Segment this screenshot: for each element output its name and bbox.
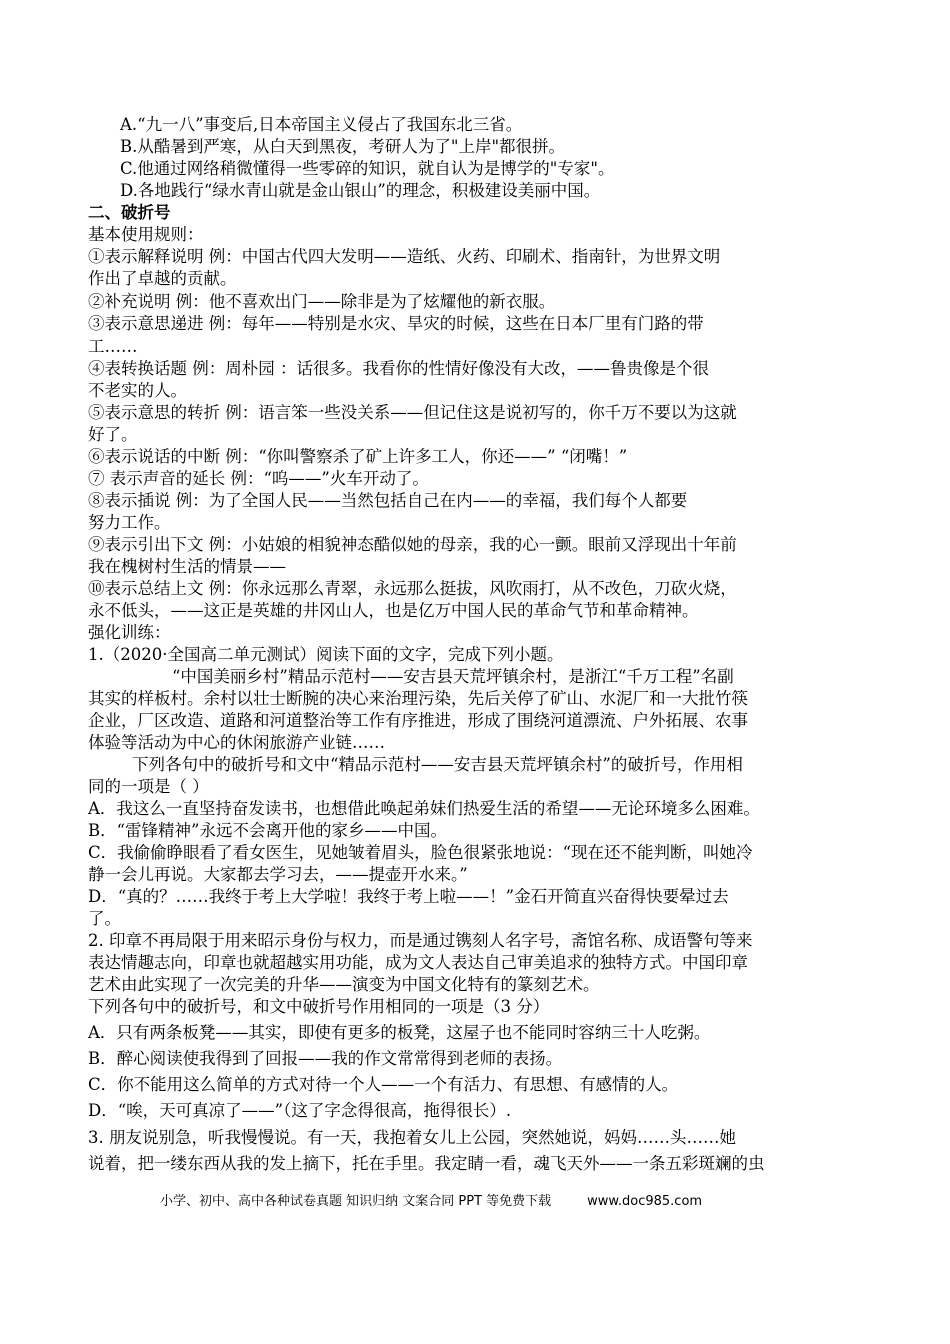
rule-line: 不老实的人。 [88, 381, 187, 400]
rule-line: ⑩表示总结上文 例：你永远那么青翠，永远那么挺拔，风吹雨打，从不改色，刀砍火烧， [88, 579, 737, 598]
q3-passage-line: 3. 朋友说别急，听我慢慢说。有一天，我抱着女儿上公园，突然她说，妈妈……头……她 [88, 1128, 736, 1147]
rule-line: ②补充说明 例：他不喜欢出门——除非是为了炫耀他的新衣服。 [88, 292, 556, 311]
q2-option-c: C．你不能用这么简单的方式对待一个人——一个有活力、有思想、有感情的人。 [88, 1075, 679, 1094]
rule-line: ①表示解释说明 例：中国古代四大发明——造纸、火药、印刷术、指南针，为世界文明 [88, 247, 721, 266]
option-b: B.从酷暑到严寒，从白天到黑夜，考研人为了"上岸"都很拼。 [120, 137, 566, 156]
rule-line: 永不低头，——这正是英雄的井冈山人，也是亿万中国人民的革命气节和革命精神。 [88, 601, 699, 620]
q1-passage-line: 体验等活动为中心的休闲旅游产业链…… [88, 733, 385, 752]
rule-line: ⑥表示说话的中断 例：“你叫警察杀了矿上许多工人，你还——” “闭嘴！” [88, 447, 628, 466]
q1-header: 1.（2020·全国高二单元测试）阅读下面的文字，完成下列小题。 [88, 645, 564, 664]
rules-heading: 基本使用规则： [88, 225, 204, 244]
page-footer [160, 1190, 702, 1209]
footer-url: www.doc985.com [587, 1194, 703, 1209]
rule-line: ④表转换话题 例：周朴园 ：话很多。我看你的性情好像没有大改，——鲁贵像是个很 [88, 359, 709, 378]
q1-option-c-cont: 静一会儿再说。大家都去学习去，——提壶开水来。” [88, 865, 468, 884]
option-d: D.各地践行“绿水青山就是金山银山”的理念，积极建设美丽中国。 [120, 181, 601, 200]
q1-passage-line: 其实的样板村。余村以壮士断腕的决心来治理污染，先后关停了矿山、水泥厂和一大批竹筷 [88, 689, 748, 708]
option-a: A.“九一八”事变后,日本帝国主义侵占了我国东北三省。 [120, 115, 523, 134]
rule-line: 我在槐树村生活的情景—— [88, 557, 286, 576]
q1-option-d: D．“真的？……我终于考上大学啦！我终于考上啦——！”金石开简直兴奋得快要晕过去 [88, 887, 729, 906]
q2-passage-line: 艺术由此实现了一次完美的升华——演变为中国文化特有的篆刻艺术。 [88, 975, 600, 994]
footer-text: 小学、初中、高中各种试卷真题 知识归纳 文案合同 PPT 等免费下载 [160, 1194, 552, 1209]
q1-passage-line: “中国美丽乡村”精品示范村——安吉县天荒坪镇余村，是浙江“千万工程”名副 [172, 667, 734, 686]
q3-passage-line: 说着，把一缕东西从我的发上摘下，托在手里。我定睛一看，魂飞天外——一条五彩斑斓的虫 [88, 1154, 765, 1173]
rule-line: ⑧表示插说 例：为了全国人民——当然包括自己在内——的幸福，我们每个人都要 [88, 491, 688, 510]
rule-line: 努力工作。 [88, 513, 171, 532]
section-heading: 二、破折号 [88, 203, 171, 222]
rule-line: ⑨表示引出下文 例：小姑娘的相貌神态酷似她的母亲，我的心一颤。眼前又浮现出十年前 [88, 535, 737, 554]
q2-passage-line: 2. 印章不再局限于用来昭示身份与权力，而是通过镌刻人名字号，斋馆名称、成语警句等来 [88, 931, 753, 950]
q1-option-d-cont: 了。 [88, 909, 121, 928]
q1-option-b: B．“雷锋精神”永远不会离开他的家乡——中国。 [88, 821, 447, 840]
q2-option-a: A．只有两条板凳——其实，即使有更多的板凳，这屋子也不能同时容纳三十人吃粥。 [88, 1023, 711, 1042]
q2-option-b: B．醉心阅读使我得到了回报——我的作文常常得到老师的表扬。 [88, 1049, 563, 1068]
q2-question: 下列各句中的破折号，和文中破折号作用相同的一项是（3 分） [88, 997, 550, 1016]
q2-option-d: D．“唉，天可真凉了——”（这了字念得很高，拖得很长）. [88, 1101, 512, 1120]
q2-passage-line: 表达情趣志向，印章也就超越实用功能，成为文人表达自己审美追求的独特方式。中国印章 [88, 953, 748, 972]
q1-option-c: C．我偷偷睁眼看了看女医生，见她皱着眉头，脸色很紧张地说：“现在还不能判断，叫她冷 [88, 843, 753, 862]
rule-line: 作出了卓越的贡献。 [88, 269, 237, 288]
q1-passage-line: 企业，厂区改造、道路和河道整治等工作有序推进，形成了围绕河道漂流、户外拓展、农事 [88, 711, 748, 730]
rule-line: 好了。 [88, 425, 138, 444]
rule-line: ⑦ 表示声音的延长 例：“呜——”火车开动了。 [88, 469, 429, 488]
rule-line: 工…… [88, 337, 138, 356]
q1-question-line: 下列各句中的破折号和文中“精品示范村——安吉县天荒坪镇余村”的破折号，作用相 [132, 755, 743, 774]
rule-line: ③表示意思递进 例：每年——特别是水灾、旱灾的时候，这些在日本厂里有门路的带 [88, 314, 704, 333]
q1-option-a: A．我这么一直坚持奋发读书，也想借此唤起弟妹们热爱生活的希望——无论环境多么困难。 [88, 799, 760, 818]
option-c: C.他通过网络稍微懂得一些零碎的知识，就自认为是博学的"专家"。 [120, 159, 615, 178]
training-heading: 强化训练： [88, 623, 171, 642]
q1-question-line: 同的一项是（ ） [88, 777, 209, 796]
rule-line: ⑤表示意思的转折 例：语言笨一些没关系——但记住这是说初写的，你千万不要以为这就 [88, 403, 737, 422]
